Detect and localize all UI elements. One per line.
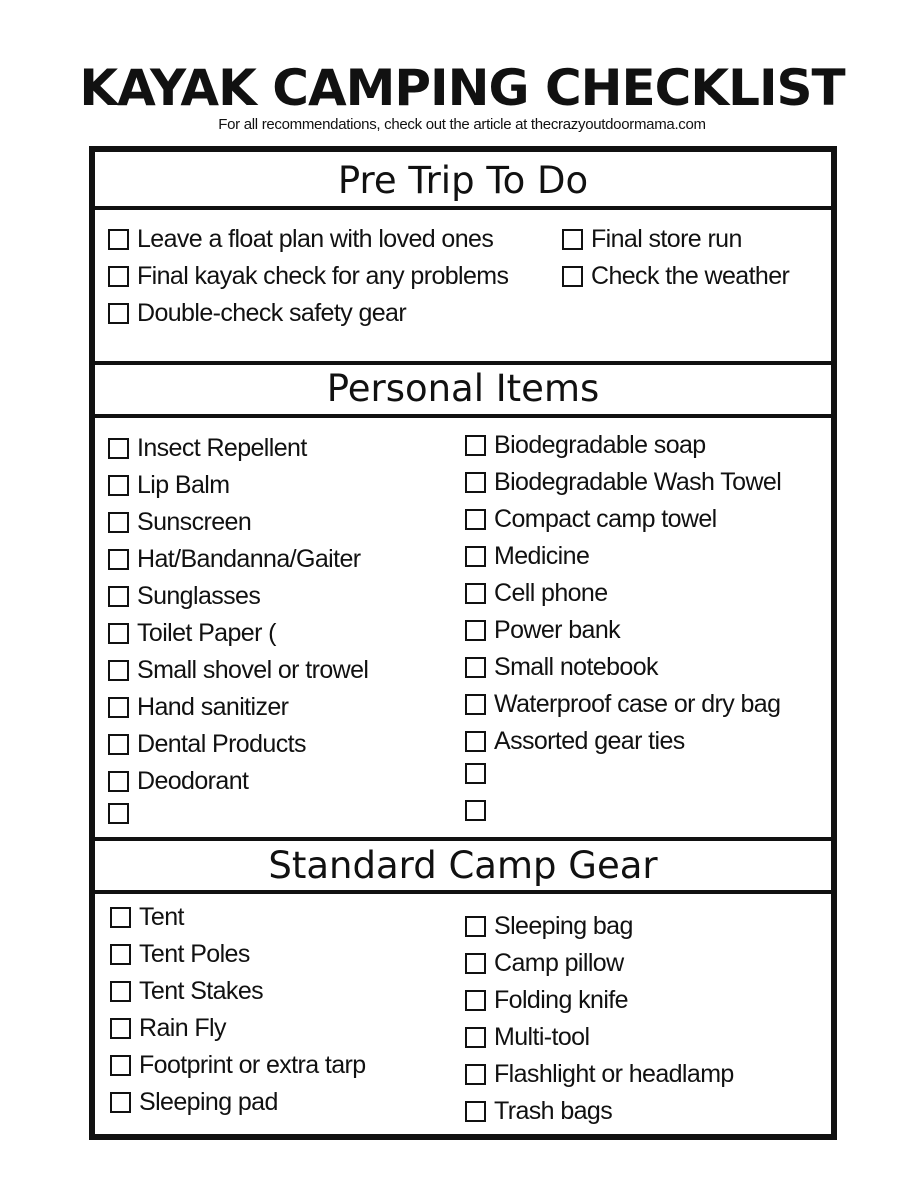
- checklist-item[interactable]: [108, 224, 493, 254]
- checklist-item[interactable]: [465, 1022, 589, 1052]
- checklist-item[interactable]: [465, 763, 494, 784]
- checkbox[interactable]: [465, 583, 486, 604]
- checklist-item-label: Small notebook: [494, 653, 658, 681]
- checklist-item-label: Sunscreen: [137, 508, 252, 536]
- checklist-item-label: Medicine: [494, 542, 590, 570]
- checkbox[interactable]: [108, 266, 129, 287]
- checklist-item-label: Dental Products: [137, 730, 306, 758]
- checklist-item[interactable]: [108, 766, 248, 796]
- checklist-item-label: Biodegradable soap: [494, 431, 706, 459]
- checkbox[interactable]: [108, 734, 129, 755]
- checklist-item[interactable]: [465, 504, 717, 534]
- checklist-item-label: Assorted gear ties: [494, 727, 685, 755]
- checkbox[interactable]: [465, 620, 486, 641]
- checkbox[interactable]: [108, 660, 129, 681]
- checkbox[interactable]: [465, 731, 486, 752]
- checkbox[interactable]: [108, 803, 129, 824]
- checklist-item[interactable]: [465, 652, 658, 682]
- checklist-item[interactable]: [110, 1013, 226, 1043]
- checklist-item-label: Cell phone: [494, 579, 608, 607]
- checklist-item[interactable]: [108, 507, 251, 537]
- checklist-item-label: Multi-tool: [494, 1023, 590, 1051]
- checklist-item[interactable]: [110, 976, 263, 1006]
- checklist-item-label: Power bank: [494, 616, 621, 644]
- checkbox[interactable]: [465, 657, 486, 678]
- checklist-item[interactable]: [110, 902, 184, 932]
- checklist-item[interactable]: [108, 803, 137, 824]
- checklist-item-label: Tent: [139, 903, 184, 931]
- checklist-item-label: Hat/Bandanna/Gaiter: [137, 545, 361, 573]
- checklist-item-label: Footprint or extra tarp: [139, 1051, 366, 1079]
- checkbox[interactable]: [108, 475, 129, 496]
- checklist-item[interactable]: [110, 939, 250, 969]
- checklist-item-label: Sunglasses: [137, 582, 261, 610]
- checkbox[interactable]: [562, 229, 583, 250]
- checkbox[interactable]: [465, 763, 486, 784]
- checklist-item[interactable]: [562, 261, 789, 291]
- checkbox[interactable]: [465, 435, 486, 456]
- checklist-item-label: Final store run: [591, 225, 742, 253]
- checkbox[interactable]: [465, 1064, 486, 1085]
- checklist-item[interactable]: [465, 467, 781, 497]
- section-heading-camp-gear: Standard Camp Gear: [268, 844, 658, 887]
- checklist-item-label: Biodegradable Wash Towel: [494, 468, 782, 496]
- checklist-item-label: Hand sanitizer: [137, 693, 289, 721]
- checkbox[interactable]: [465, 953, 486, 974]
- checklist-item-label: Toilet Paper (: [137, 619, 276, 647]
- checkbox[interactable]: [108, 229, 129, 250]
- checkbox[interactable]: [562, 266, 583, 287]
- checkbox[interactable]: [108, 586, 129, 607]
- checkbox[interactable]: [110, 1055, 131, 1076]
- checklist-item[interactable]: [465, 578, 608, 608]
- checklist-item[interactable]: [465, 1096, 612, 1126]
- checklist-item-label: Sleeping bag: [494, 912, 633, 940]
- checkbox[interactable]: [465, 509, 486, 530]
- divider: [95, 414, 831, 418]
- checklist-item[interactable]: [110, 1050, 366, 1080]
- checklist-item-label: Check the weather: [591, 262, 790, 290]
- divider: [95, 206, 831, 210]
- checkbox[interactable]: [465, 990, 486, 1011]
- checklist-item-label: Trash bags: [494, 1097, 613, 1125]
- checkbox[interactable]: [108, 303, 129, 324]
- checklist-item[interactable]: [465, 800, 494, 821]
- checkbox[interactable]: [465, 1027, 486, 1048]
- checklist-item[interactable]: [110, 1087, 278, 1117]
- checklist-item-label: Waterproof case or dry bag: [494, 690, 781, 718]
- checklist-item-label: Folding knife: [494, 986, 628, 1014]
- checklist-item[interactable]: [465, 689, 780, 719]
- checklist-item-label: Leave a float plan with loved ones: [137, 225, 494, 253]
- checkbox[interactable]: [465, 694, 486, 715]
- checkbox[interactable]: [108, 512, 129, 533]
- checklist-item-label: Flashlight or headlamp: [494, 1060, 734, 1088]
- checkbox[interactable]: [108, 438, 129, 459]
- checklist-item[interactable]: [465, 541, 589, 571]
- checklist-item[interactable]: [108, 470, 229, 500]
- checklist-frame: [89, 146, 837, 1140]
- checklist-item-label: Double-check safety gear: [137, 299, 407, 327]
- checkbox[interactable]: [110, 907, 131, 928]
- page-subtitle: For all recommendations, check out the article at thecrazyoutdoormama.com: [218, 116, 706, 133]
- checkbox[interactable]: [108, 623, 129, 644]
- section-heading-pre-trip: Pre Trip To Do: [337, 159, 589, 202]
- checkbox[interactable]: [108, 697, 129, 718]
- checklist-item-label: Deodorant: [137, 767, 249, 795]
- checkbox[interactable]: [110, 1092, 131, 1113]
- checklist-item-label: Compact camp towel: [494, 505, 717, 533]
- checklist-item[interactable]: [108, 433, 307, 463]
- checklist-item[interactable]: [108, 581, 260, 611]
- checklist-item[interactable]: [108, 544, 360, 574]
- checkbox[interactable]: [108, 549, 129, 570]
- checkbox[interactable]: [465, 546, 486, 567]
- checklist-item[interactable]: [465, 948, 624, 978]
- checklist-item-label: Insect Repellent: [137, 434, 307, 462]
- checklist-item[interactable]: [108, 729, 306, 759]
- checkbox[interactable]: [110, 944, 131, 965]
- checklist-item-label: Camp pillow: [494, 949, 624, 977]
- checkbox[interactable]: [465, 472, 486, 493]
- checklist-item[interactable]: [465, 911, 633, 941]
- checklist-item[interactable]: [465, 985, 628, 1015]
- checklist-item[interactable]: [562, 224, 742, 254]
- checklist-item[interactable]: [465, 1059, 734, 1089]
- checklist-item-label: Small shovel or trowel: [137, 656, 369, 684]
- checkbox[interactable]: [465, 800, 486, 821]
- checklist-item-label: Sleeping pad: [139, 1088, 278, 1116]
- checklist-item-label: Lip Balm: [137, 471, 230, 499]
- checkbox[interactable]: [110, 1018, 131, 1039]
- section-heading-personal-items: Personal Items: [326, 367, 600, 410]
- checklist-item[interactable]: [465, 615, 620, 645]
- checklist-item-label: Tent Poles: [139, 940, 250, 968]
- checklist-item[interactable]: [108, 261, 508, 291]
- divider: [95, 890, 831, 894]
- checkbox[interactable]: [465, 1101, 486, 1122]
- checkbox[interactable]: [108, 771, 129, 792]
- checklist-item-label: Final kayak check for any problems: [137, 262, 509, 290]
- checklist-item-label: Tent Stakes: [139, 977, 264, 1005]
- page-title: KAYAK CAMPING CHECKLIST: [79, 59, 845, 117]
- checklist-item-label: Rain Fly: [139, 1014, 226, 1042]
- checkbox[interactable]: [465, 916, 486, 937]
- checklist-item[interactable]: [108, 692, 288, 722]
- checklist-item[interactable]: [108, 618, 276, 648]
- checkbox[interactable]: [110, 981, 131, 1002]
- checklist-item[interactable]: [465, 430, 706, 460]
- checklist-item[interactable]: [465, 726, 685, 756]
- checklist-item[interactable]: [108, 655, 368, 685]
- checklist-item[interactable]: [108, 298, 406, 328]
